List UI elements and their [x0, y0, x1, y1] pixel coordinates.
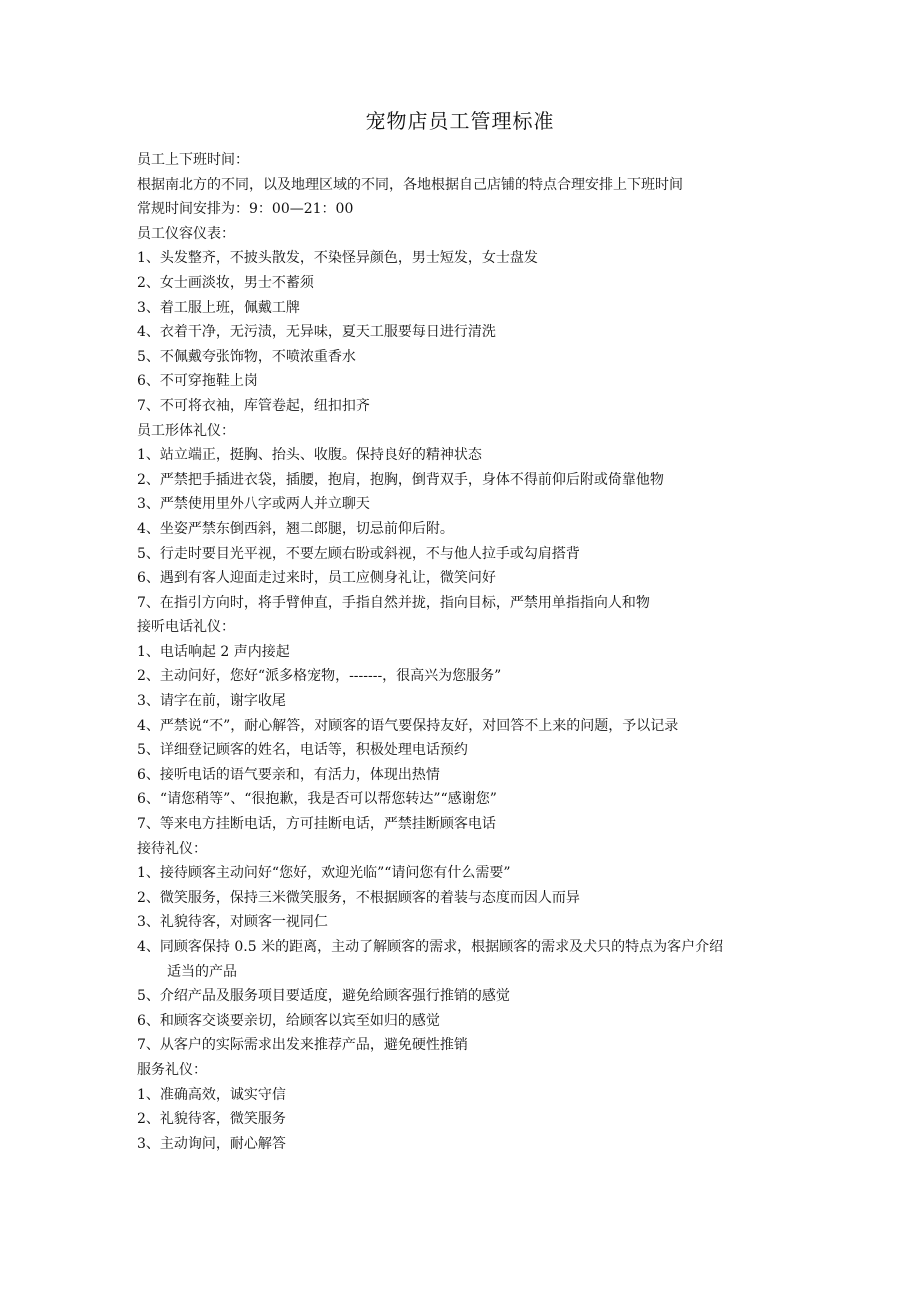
text-line: 根据南北方的不同，以及地理区域的不同，各地根据自己店铺的特点合理安排上下班时间 [137, 176, 683, 193]
document-body [137, 148, 797, 1156]
text-line: 5、行走时要目光平视，不要左顾右盼或斜视，不与他人拉手或勾肩搭背 [137, 545, 580, 562]
text-line: 7、从客户的实际需求出发来推荐产品，避免硬性推销 [137, 1037, 468, 1054]
text-line: 1、准确高效，诚实守信 [137, 1086, 286, 1103]
text-line: 7、等来电方挂断电话，方可挂断电话，严禁挂断顾客电话 [137, 816, 496, 833]
text-line: 4、坐姿严禁东倒西斜，翘二郎腿，切忌前仰后附。 [137, 520, 454, 537]
text-line: 接待礼仪： [137, 840, 207, 857]
paragraph-continuation-line: 适当的产品 [167, 963, 237, 980]
text-line: 员工形体礼仪： [137, 422, 235, 439]
text-line: 员工仪容仪表： [137, 225, 235, 242]
text-line: 6、遇到有客人迎面走过来时，员工应侧身礼让，微笑问好 [137, 570, 496, 587]
text-line: 6、接听电话的语气要亲和，有活力，体现出热情 [137, 766, 440, 783]
text-line: 7、不可将衣袖，库管卷起，纽扣扣齐 [137, 397, 370, 414]
text-line: 6、“请您稍等”、“很抱歉，我是否可以帮您转达”“感谢您” [137, 791, 497, 808]
text-line: 5、不佩戴夸张饰物，不喷浓重香水 [137, 348, 356, 365]
text-line: 接听电话礼仪： [137, 619, 235, 636]
text-line: 6、不可穿拖鞋上岗 [137, 373, 258, 390]
text-line: 1、站立端正，挺胸、抬头、收腹。保持良好的精神状态 [137, 447, 482, 464]
text-line: 2、主动问好，您好“派多格宠物，-------，很高兴为您服务” [137, 668, 502, 685]
document-title: 宠物店员工管理标准 [365, 109, 555, 133]
text-line: 7、在指引方向时，将手臂伸直，手指自然并拢，指向目标，严禁用单指指向人和物 [137, 594, 650, 611]
text-line: 2、严禁把手插进衣袋，插腰，抱肩，抱胸，倒背双手，身体不得前仰后附或倚靠他物 [137, 471, 664, 488]
text-line: 1、接待顾客主动问好“您好，欢迎光临”“请问您有什么需要” [137, 865, 511, 882]
text-line: 2、礼貌待客，微笑服务 [137, 1111, 286, 1128]
text-line: 3、着工服上班，佩戴工牌 [137, 299, 300, 316]
text-line: 常规时间安排为：9：00—21：00 [137, 201, 354, 218]
text-line: 1、头发整齐，不披头散发，不染怪异颜色，男士短发，女士盘发 [137, 250, 538, 267]
text-line: 员工上下班时间： [137, 152, 249, 168]
text-line: 服务礼仪： [137, 1061, 207, 1078]
text-line: 6、和顾客交谈要亲切，给顾客以宾至如归的感觉 [137, 1012, 440, 1029]
text-line: 4、衣着干净，无污渍，无异味，夏天工服要每日进行清洗 [137, 324, 496, 341]
text-line: 5、详细登记顾客的姓名，电话等，积极处理电话预约 [137, 742, 468, 759]
text-line: 3、请字在前，谢字收尾 [137, 693, 286, 710]
text-line: 2、女士画淡妆，男士不蓄须 [137, 274, 314, 291]
text-line: 3、礼貌待客，对顾客一视同仁 [137, 914, 328, 931]
text-line: 4、严禁说“不”，耐心解答，对顾客的语气要保持友好，对回答不上来的问题，予以记录 [137, 717, 679, 734]
text-line: 3、严禁使用里外八字或两人并立聊天 [137, 496, 370, 513]
text-line: 2、微笑服务，保持三米微笑服务，不根据顾客的着装与态度而因人而异 [137, 889, 580, 906]
text-line: 3、主动询问，耐心解答 [137, 1135, 286, 1152]
text-line: 5、介绍产品及服务项目要适度，避免给顾客强行推销的感觉 [137, 988, 510, 1005]
text-line: 4、同顾客保持 0.5 米的距离，主动了解顾客的需求，根据顾客的需求及犬只的特点为客户介绍 [137, 939, 724, 955]
text-line: 1、电话响起 2 声内接起 [137, 643, 290, 660]
